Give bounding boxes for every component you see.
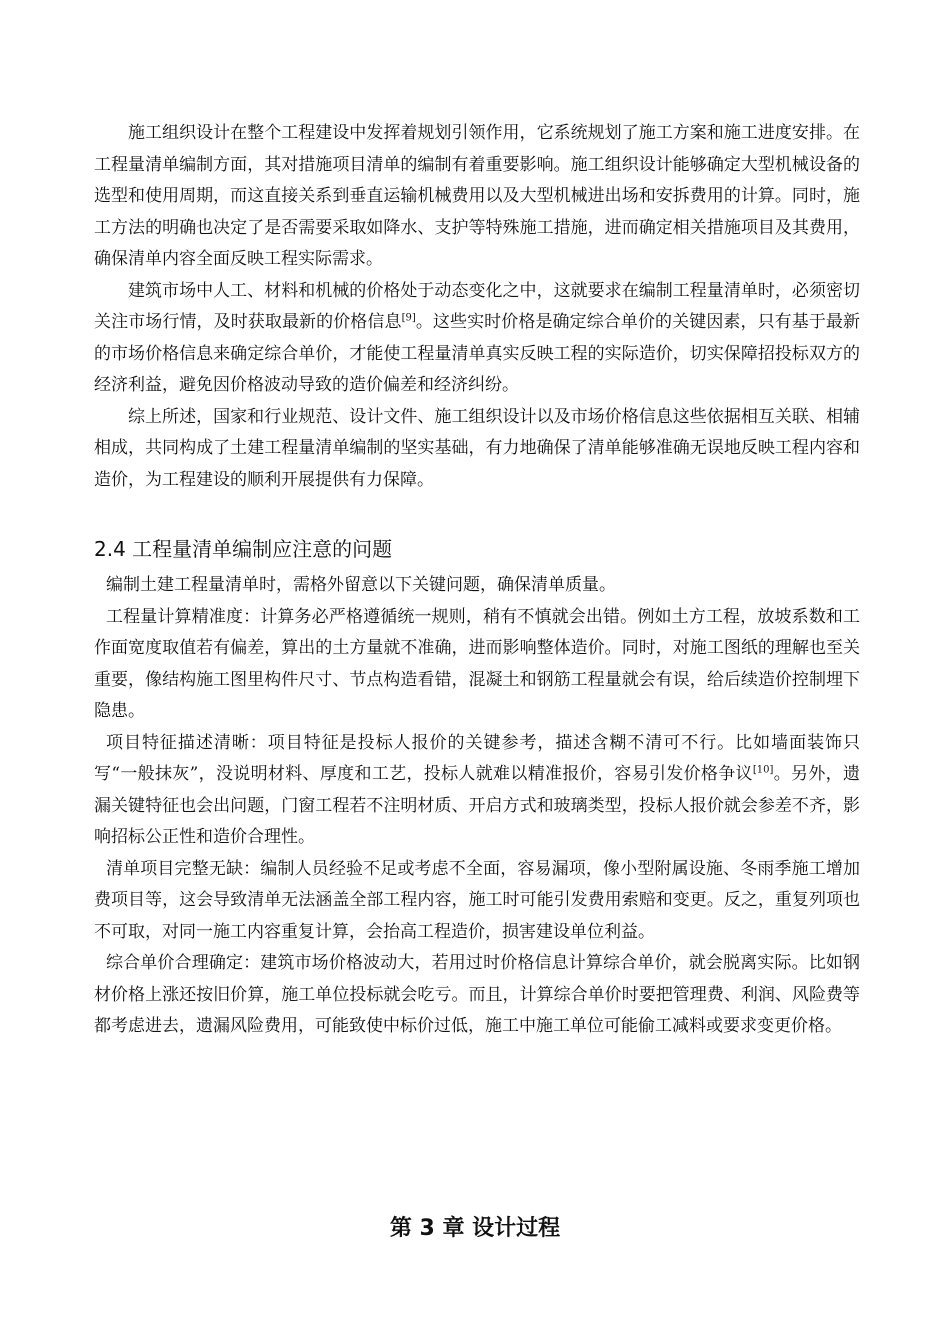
citation-ref: [10] [752, 764, 774, 776]
paragraph-quantity-accuracy: 工程量计算精准度：计算务必严格遵循统一规则，稍有不慎就会出错。例如土方工程，放坡系数和工作面宽度取值若有偏差，算出的土方量就不准确，进而影响整体造价。同时，对施工图纸的理解也至关重要，像结构施工图里构件尺寸、节点构造看错，混凝土和钢筋工程量就会有误，给后续造价控制埋下隐患。 [94, 606, 860, 721]
paragraph-text: 项目特征描述清晰：项目特征是投标人报价的关键参考，描述含糊不清可不行。比如墙面装饰只写“一般抹灰”，没说明材料、厚度和工艺，投标人就难以精准报价，容易引发价格争议 [94, 732, 860, 784]
paragraph-summary: 综上所述，国家和行业规范、设计文件、施工组织设计以及市场价格信息这些依据相互关联、相辅相成，共同构成了土建工程量清单编制的坚实基础，有力地确保了清单能够准确无误地反映工程内容和造价，为工程建设的顺利开展提供有力保障。 [94, 406, 860, 490]
paragraph-item-completeness: 清单项目完整无缺：编制人员经验不足或考虑不全面，容易漏项，像小型附属设施、冬雨季施工增加费项目等，这会导致清单无法涵盖全部工程内容，施工时可能引发费用索赔和变更。反之，重复列项也不可取，对同一施工内容重复计算，会抬高工程造价，损害建设单位利益。 [94, 858, 860, 942]
paragraph-construction-organization: 施工组织设计在整个工程建设中发挥着规划引领作用，它系统规划了施工方案和施工进度安排。在工程量清单编制方面，其对措施项目清单的编制有着重要影响。施工组织设计能够确定大型机械设备的选型和使用周期，而这直接关系到垂直运输机械费用以及大型机械进出场和安拆费用的计算。同时，施工方法的明确也决定了是否需要采取如降水、支护等特殊施工措施，进而确定相关措施项目及其费用，确保清单内容全面反映工程实际需求。 [94, 123, 860, 269]
document-page [94, 118, 860, 1043]
paragraph-text: 建筑市场中人工、材料和机械的价格处于动态变化之中，这就要求在编制工程量清单时，必须密切关注市场行情，及时获取最新的价格信息 [94, 280, 860, 332]
paragraph-market-price [94, 276, 860, 402]
chapter-title: 第 3 章 设计过程 [389, 1216, 561, 1241]
paragraph-feature-description [94, 728, 860, 854]
citation-ref: [9] [401, 312, 416, 324]
section-heading: 2.4 工程量清单编制应注意的问题 [94, 537, 393, 561]
paragraph-text: 。另外，遗漏关键特征也会出问题，门窗工程若不注明材质、开启方式和玻璃类型，投标人报价就会参差不齐，影响招标公正性和造价合理性。 [94, 764, 860, 847]
paragraph-unit-price: 综合单价合理确定：建筑市场价格波动大，若用过时价格信息计算综合单价，就会脱离实际。比如钢材价格上涨还按旧价算，施工单位投标就会吃亏。而且，计算综合单价时要把管理费、利润、风险费等都考虑进去，遗漏风险费用，可能致使中标价过低，施工中施工单位可能偷工减料或要求变更价格。 [94, 953, 860, 1036]
paragraph-text: 。这些实时价格是确定综合单价的关键因素，只有基于最新的市场价格信息来确定综合单价，才能使工程量清单真实反映工程的实际造价，切实保障招投标双方的经济利益，避免因价格波动导致的造价偏差和经济纠纷。 [94, 312, 861, 395]
paragraph-intro: 编制土建工程量清单时，需格外留意以下关键问题，确保清单质量。 [106, 575, 616, 595]
